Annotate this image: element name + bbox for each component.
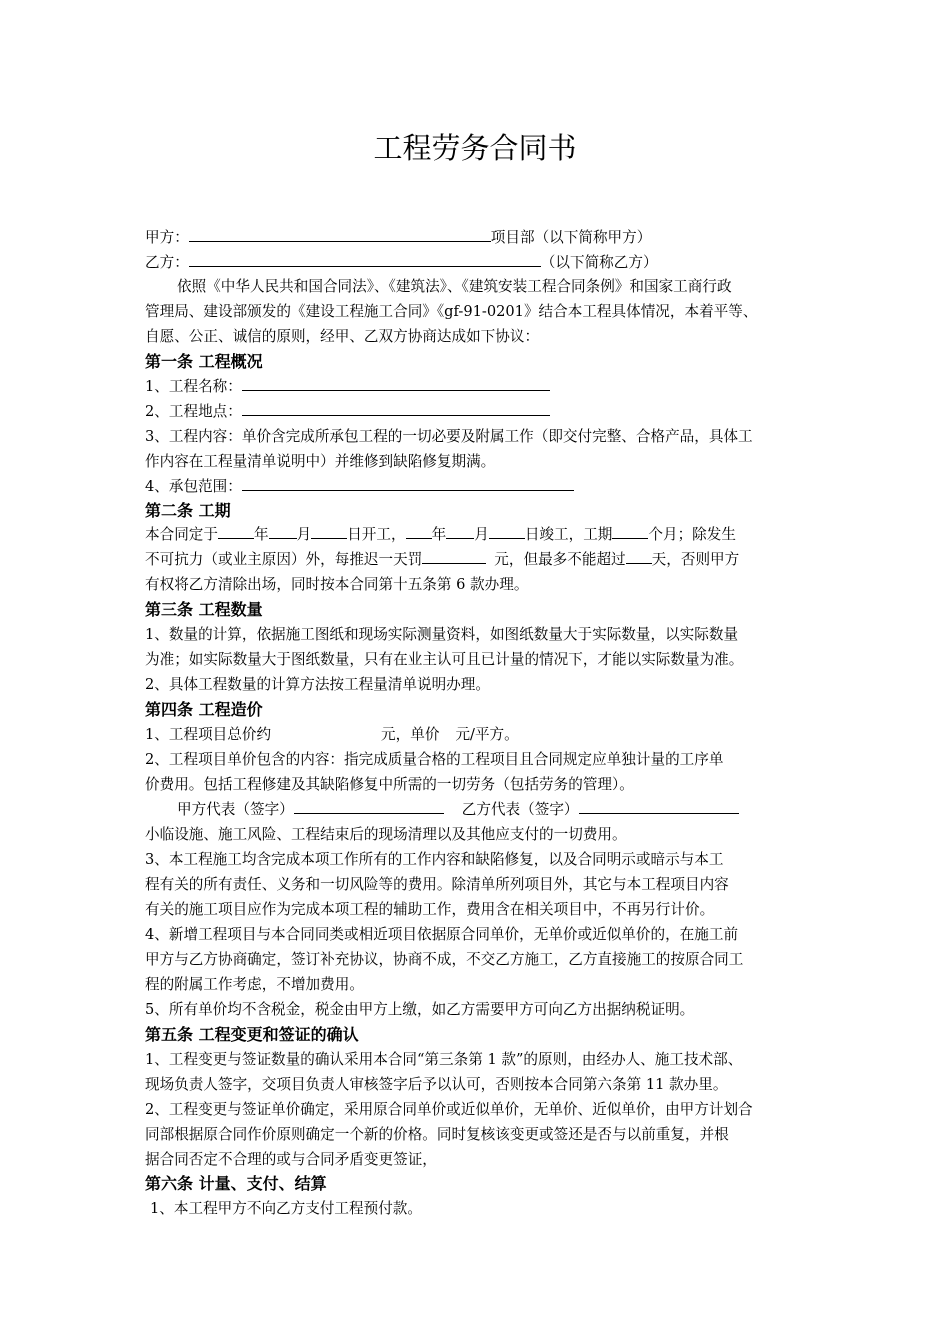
scope-line: [145, 474, 574, 499]
party-a-label: 甲方：: [145, 229, 189, 246]
intro-line: 管理局、建设部颁发的《建设工程施工合同》《gf-91-0201》结合本工程具体情况，本着平等、: [145, 303, 758, 320]
price-content-line: 5、所有单价均不含税金，税金由甲方上缴，如乙方需要甲方可向乙方出据纳税证明。: [145, 1001, 695, 1018]
schedule-line: [145, 522, 736, 547]
party-a-blank[interactable]: [189, 227, 491, 242]
price-text: 元，单价: [381, 726, 440, 743]
party-b-label: 乙方：: [145, 254, 189, 271]
party-b-rep-label: 乙方代表（签字）: [461, 801, 579, 818]
schedule-text: 本合同定于: [145, 526, 218, 543]
penalty-line: [145, 547, 739, 572]
start-year-blank[interactable]: [218, 524, 254, 539]
intro-line: 自愿、公正、诚信的原则，经甲、乙双方协商达成如下协议：: [145, 328, 540, 345]
duration-months-blank[interactable]: [612, 524, 648, 539]
end-month-blank[interactable]: [446, 524, 474, 539]
penalty-text: 元，但最多不能超过: [494, 551, 626, 568]
price-content-line: 3、本工程施工均含完成本项工作所有的工作内容和缺陷修复，以及合同明示或暗示与本工: [145, 851, 724, 868]
schedule-text: 月: [474, 526, 489, 543]
quantity-line: 为准；如实际数量大于图纸数量，只有在业主认可且已计量的情况下，才能以实际数量为准。: [145, 651, 744, 668]
penalty-text: 天，否则甲方: [651, 551, 740, 568]
change-line: 现场负责人签字，交项目负责人审核签字后予以认可，否则按本合同第六条第 11 款办里。: [145, 1076, 728, 1093]
price-text: 元/平方。: [455, 726, 519, 743]
price-line: [145, 722, 519, 747]
scope-blank[interactable]: [242, 476, 574, 491]
change-line: 2、工程变更与签证单价确定，采用原合同单价或近似单价，无单价、近似单价，由甲方计划合: [145, 1101, 753, 1118]
schedule-text: 日开工，: [347, 526, 406, 543]
party-a-line: [145, 225, 651, 250]
project-name-blank[interactable]: [242, 376, 550, 391]
end-year-blank[interactable]: [406, 524, 432, 539]
price-content-line: 程的附属工作考虑，不增加费用。: [145, 976, 364, 993]
article-2-heading: 第二条 工期: [145, 501, 231, 520]
party-b-suffix: （以下简称乙方）: [540, 254, 658, 271]
price-text: 1、工程项目总价约: [145, 726, 272, 743]
party-a-rep-label: 甲方代表（签字）: [177, 801, 294, 818]
party-a-signature-blank[interactable]: [294, 799, 444, 814]
max-days-blank[interactable]: [626, 549, 652, 564]
penalty-line: 有权将乙方清除出场，同时按本合同第十五条第 6 款办理。: [145, 576, 529, 593]
change-line: 同部根据原合同作价原则确定一个新的价格。同时复核该变更或签还是否与以前重复，并根: [145, 1126, 729, 1143]
party-b-blank[interactable]: [189, 252, 541, 267]
price-content-line: 4、新增工程项目与本合同同类或相近项目依据原合同单价，无单价或近似单价的，在施工前: [145, 926, 739, 943]
schedule-text: 个月；除发生: [648, 526, 736, 543]
document-title: 工程劳务合同书: [373, 131, 577, 165]
project-site-label: 2、工程地点：: [145, 403, 242, 420]
work-content-line: 3、工程内容：单价含完成所承包工程的一切必要及附属工作（即交付完整、合格产品，具体工: [145, 428, 753, 445]
project-name-line: [145, 374, 550, 399]
article-5-heading: 第五条 工程变更和签证的确认: [145, 1025, 359, 1044]
project-site-line: [145, 399, 550, 424]
project-name-label: 1、工程名称：: [145, 378, 242, 395]
price-content-line: 价费用。包括工程修建及其缺陷修复中所需的一切劳务（包括劳务的管理）。: [145, 776, 634, 793]
party-b-line: [145, 250, 658, 275]
schedule-text: 月: [296, 526, 312, 543]
price-content-line: 小临设施、施工风险、工程结束后的现场清理以及其他应支付的一切费用。: [145, 826, 627, 843]
change-line: 据合同否定不合理的或与合同矛盾变更签证，: [145, 1151, 437, 1168]
end-day-blank[interactable]: [489, 524, 525, 539]
price-content-line: 有关的施工项目应作为完成本项工程的辅助工作，费用含在相关项目中，不再另行计价。: [145, 901, 715, 918]
quantity-line: 1、数量的计算，依据施工图纸和现场实际测量资料，如图纸数量大于实际数量，以实际数量: [145, 626, 739, 643]
quantity-line: 2、具体工程数量的计算方法按工程量清单说明办理。: [145, 676, 490, 693]
project-site-blank[interactable]: [242, 401, 550, 416]
payment-line: 1、本工程甲方不向乙方支付工程预付款。: [150, 1200, 422, 1217]
schedule-text: 日竣工，工期: [524, 526, 613, 543]
intro-line: 依照《中华人民共和国合同法》、《建筑法》、《建筑安装工程合同条例》和国家工商行政: [177, 278, 732, 295]
penalty-amount-blank[interactable]: [422, 549, 486, 564]
scope-label: 4、承包范围：: [145, 478, 242, 495]
party-b-signature-blank[interactable]: [579, 799, 739, 814]
schedule-text: 年: [431, 526, 447, 543]
article-1-heading: 第一条 工程概况: [145, 352, 263, 371]
article-6-heading: 第六条 计量、支付、结算: [145, 1174, 327, 1193]
article-4-heading: 第四条 工程造价: [145, 700, 263, 719]
price-content-line: 2、工程项目单价包含的内容：指完成质量合格的工程项目且合同规定应单独计量的工序单: [145, 751, 724, 768]
article-3-heading: 第三条 工程数量: [145, 600, 263, 619]
price-content-line: 甲方与乙方协商确定，签订补充协议，协商不成，不交乙方施工，乙方直接施工的按原合同工: [145, 951, 744, 968]
penalty-text: 不可抗力（或业主原因）外，每推迟一天罚: [145, 551, 423, 568]
change-line: 1、工程变更与签证数量的确认采用本合同“第三条第 1 款”的原则，由经办人、施工技术部、: [145, 1051, 743, 1068]
signature-line: [177, 797, 739, 822]
schedule-text: 年: [253, 526, 269, 543]
start-day-blank[interactable]: [311, 524, 347, 539]
work-content-line: 作内容在工程量清单说明中）并维修到缺陷修复期满。: [145, 453, 496, 470]
price-content-line: 程有关的所有责任、义务和一切风险等的费用。除清单所列项目外，其它与本工程项目内容: [145, 876, 729, 893]
party-a-suffix: 项目部（以下简称甲方）: [490, 229, 652, 246]
start-month-blank[interactable]: [269, 524, 297, 539]
